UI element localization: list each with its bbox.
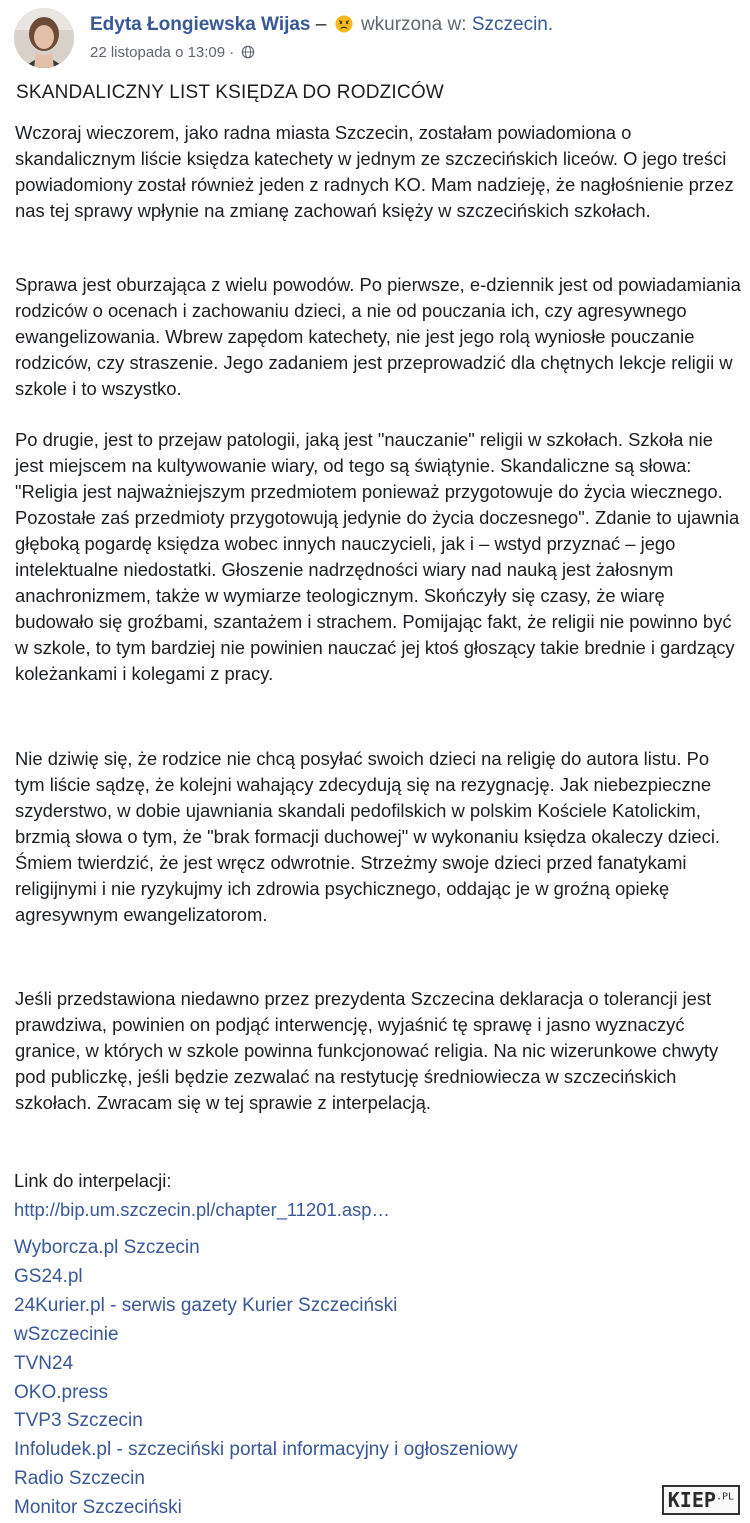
globe-icon[interactable] — [241, 45, 255, 59]
tag-link[interactable]: 24Kurier.pl - serwis gazety Kurier Szczeciński — [14, 1294, 398, 1316]
watermark-text: KIEP — [667, 1488, 716, 1512]
timestamp[interactable]: 22 listopada o 13:09 — [90, 44, 226, 61]
post-paragraph-3: Po drugie, jest to przejaw patologii, jaką jest "nauczanie" religii w szkołach. Szkoła nie jest miejscem na kultywowanie wiary, od tego są świątynie. Skandaliczne są słowa: "Religia jest najważniejszym przedmiotem ponieważ przygotowuje do życia wiecznego. Pozostałe zaś przedmioty przygotowują jedynie do życia doczesnego". Zdanie to ujawnia głęboką pogardę księdza wobec innych nauczycieli, jak i – wstyd przyznać – jego intelektualne niedostatki. Głoszenie nadrzędności wiary nad nauką jest żałosnym anachronizmem, także w wymiarze teologicznym. Skończyły się czasy, że wiarę budowało się groźbami, szantażem i strachem. Pomijając fakt, że religii nie powinno być w szkole, to tym bardziej nie powinien nauczać jej ktoś głoszący takie brednie i gardzący koleżankami i kolegami z pracy. — [15, 429, 740, 684]
tag-link[interactable]: Wyborcza.pl Szczecin — [14, 1237, 200, 1258]
meta-separator: · — [229, 44, 235, 61]
avatar[interactable] — [14, 8, 74, 68]
angry-face-icon — [335, 15, 353, 33]
post-title: SKANDALICZNY LIST KSIĘDZA DO RODZICÓW — [16, 82, 444, 103]
tagged-pages-list — [14, 1234, 518, 1523]
tag-link[interactable]: TVN24 — [14, 1352, 74, 1374]
tag-link[interactable]: Radio Szczecin — [14, 1468, 145, 1490]
feeling-text: wkurzona w: — [360, 14, 467, 35]
feeling-separator: – — [315, 14, 327, 35]
link-label: Link do interpelacji: — [14, 1170, 172, 1191]
post-meta — [90, 44, 255, 61]
watermark-suffix: .PL — [715, 1491, 734, 1503]
tag-link[interactable]: Infoludek.pl - szczeciński portal informacyjny i ogłoszeniowy — [14, 1439, 518, 1461]
tag-link[interactable]: GS24.pl — [14, 1265, 83, 1287]
post-paragraph-5: Jeśli przedstawiona niedawno przez prezydenta Szczecina deklaracja o tolerancji jest prawdziwa, powinien on podjąć interwencję, wyjaśnić tę sprawę i jasno wyznaczyć granice, w których w szkole powinna funkcjonować religia. Na nic wizerunkowe chwyty pod publiczkę, jeśli będzie zezwalać na restytucję średniowiecza w szczecińskich szkołach. Zwracam się w tej sprawie z interpelacją. — [15, 988, 719, 1113]
location-link[interactable]: Szczecin. — [471, 14, 554, 35]
profile-photo-icon — [14, 8, 74, 68]
interpellation-link[interactable]: http://bip.um.szczecin.pl/chapter_11201.asp… — [14, 1199, 390, 1220]
post-paragraph-2: Sprawa jest oburzająca z wielu powodów. Po pierwsze, e-dziennik jest od powiadamiania rodziców o ocenach i zachowaniu dzieci, a nie od pouczania ich, czy agresywnego ewangelizowania. Wbrew zapędom katechety, nie jest jego rolą wyniosłe pouczanie rodziców, czy straszenie. Jego zadaniem jest przeprowadzić dla chętnych lekcje religii w szkole i to wszystko. — [15, 274, 741, 399]
post-paragraph-1: Wczoraj wieczorem, jako radna miasta Szczecin, zostałam powiadomiona o skandalicznym liście księdza katechety w jednym ze szczecińskich liceów. O jego treści powiadomiony został również jeden z radnych KO. Mam nadzieję, że nagłośnienie przez nas tej sprawy wpłynie na zmianę zachowań księży w szczecińskich szkołach. — [15, 122, 734, 221]
author-line — [90, 14, 553, 36]
post-paragraph-4: Nie dziwię się, że rodzice nie chcą posyłać swoich dzieci na religię do autora listu. Po tym liście sądzę, że kolejni wahający zdecydują się na rezygnację. Jak niebezpieczne szyderstwo, w dobie ujawniania skandali pedofilskich w polskim Kościele Katolickim, brzmią słowa o tym, że "brak formacji duchowej" w wykonaniu księdza okaleczy dzieci. Śmiem twierdzić, że jest wręcz odwrotnie. Strzeżmy swoje dzieci przed fanatykami religijnymi i nie ryzykujmy ich zdrowia psychicznego, oddając je w groźną opiekę agresywnym ewangelizatorom. — [15, 748, 721, 925]
tag-link[interactable]: OKO.press — [14, 1381, 108, 1403]
post-header — [12, 6, 732, 70]
tag-link[interactable]: wSzczecinie — [14, 1323, 119, 1345]
tag-link[interactable]: Monitor Szczeciński — [14, 1497, 182, 1519]
author-name[interactable]: Edyta Łongiewska Wijas — [90, 14, 311, 35]
watermark-logo — [662, 1485, 740, 1515]
tag-link[interactable]: TVP3 Szczecin — [14, 1410, 143, 1432]
